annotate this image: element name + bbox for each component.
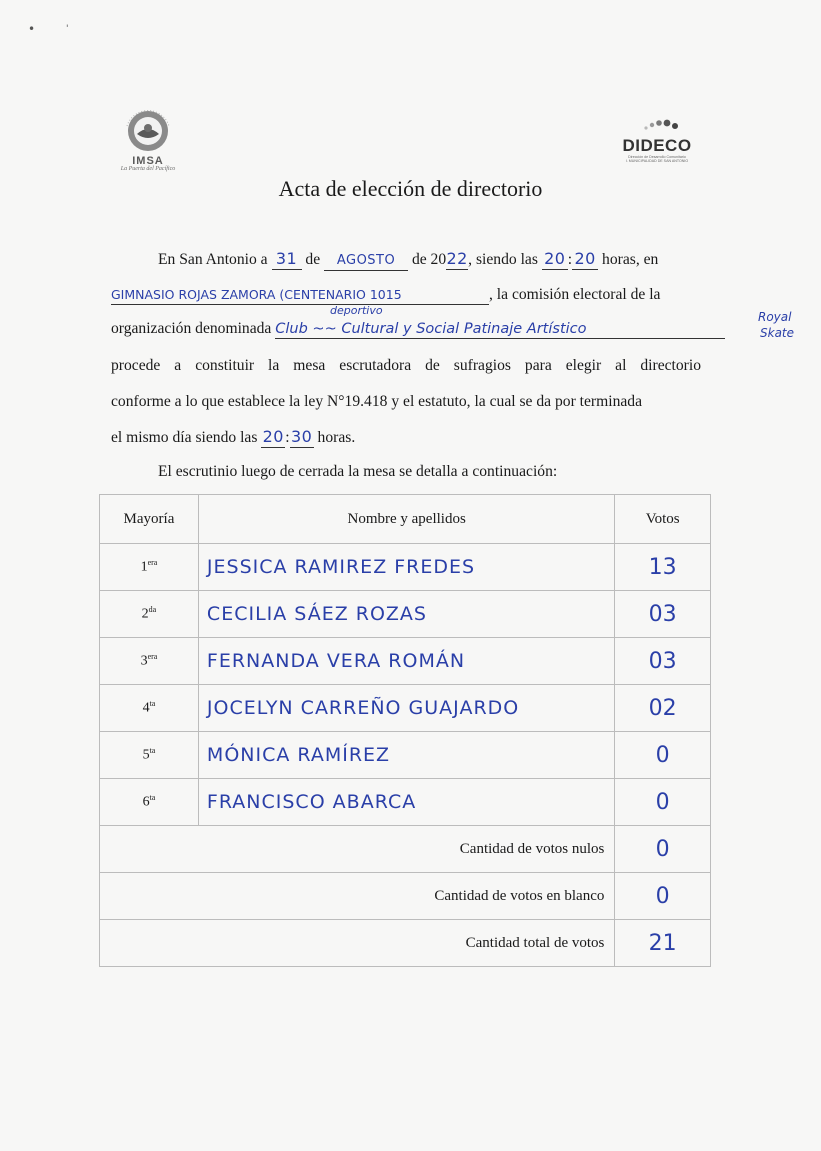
null-votes-row — [100, 826, 711, 873]
null-votes-cell — [615, 826, 711, 873]
dideco-logo-name: DIDECO — [622, 136, 692, 155]
candidate-name: JOCELYN CARREÑO GUAJARDO — [206, 697, 520, 719]
org-field — [275, 320, 725, 339]
scan-dot-mark: • — [28, 22, 36, 36]
rank-suffix: da — [148, 605, 157, 615]
intro-line-2 — [111, 286, 701, 305]
rank-cell — [100, 732, 199, 779]
year-field — [446, 250, 468, 270]
org-inserted-word: deportivo — [330, 304, 383, 317]
place-value: GIMNASIO ROJAS ZAMORA (CENTENARIO 1015 — [111, 287, 402, 302]
rank-number: 1 — [140, 559, 148, 575]
blank-votes-label: Cantidad de votos en blanco — [100, 873, 615, 920]
imsa-logo-name: IMSA — [132, 155, 164, 167]
rank-cell — [100, 685, 199, 732]
org-value: Club ~~ Cultural y Social Patinaje Artístico — [275, 321, 587, 337]
table-row — [100, 732, 711, 779]
candidate-name: FRANCISCO ABARCA — [206, 791, 417, 813]
intro-line-5: conforme a lo que establece la ley N°19.418 y el estatuto, la cual se da por terminada — [111, 393, 643, 410]
imsa-emblem-icon — [121, 104, 175, 154]
intro-text-1e: horas, en — [602, 251, 659, 268]
intro-line-3 — [111, 320, 725, 339]
votes-cell — [615, 544, 711, 591]
rank-cell — [100, 779, 199, 826]
min2-field — [290, 428, 314, 448]
table-row — [100, 779, 711, 826]
intro-text-3a: organización denominada — [111, 320, 272, 337]
min1-field — [572, 250, 598, 270]
intro-line-7: El escrutinio luego de cerrada la mesa se detalla a continuación: — [158, 463, 558, 480]
org-margin-word-1: Royal — [758, 310, 792, 324]
rank-number: 5 — [142, 747, 150, 763]
min1-value: 20 — [574, 249, 596, 268]
header-name: Nombre y apellidos — [198, 495, 614, 544]
rank-suffix: era — [147, 652, 158, 662]
intro-line-1 — [158, 250, 658, 271]
hour1-value: 20 — [544, 249, 566, 268]
rank-cell — [100, 591, 199, 638]
month-field — [324, 251, 408, 271]
blank-votes-row — [100, 873, 711, 920]
candidate-name-cell — [198, 591, 614, 638]
dideco-dots-icon — [632, 116, 682, 132]
table-row — [100, 544, 711, 591]
rank-number: 4 — [142, 700, 150, 716]
intro-line-4: procede a constituir la mesa escrutadora de sufragios para elegir al directorio — [111, 357, 701, 374]
rank-suffix: ta — [149, 746, 156, 756]
votes-cell — [615, 732, 711, 779]
table-header-row — [100, 495, 711, 544]
document-title: Acta de elección de directorio — [278, 176, 543, 201]
hour2-field — [261, 428, 285, 448]
intro-text-6a: el mismo día siendo las — [111, 429, 258, 446]
day-value: 31 — [275, 249, 298, 268]
intro-text-1d: , siendo las — [468, 251, 538, 268]
candidate-name-cell — [198, 779, 614, 826]
year-value: 22 — [446, 249, 468, 268]
dideco-logo-sub-2: I. MUNICIPALIDAD DE SAN ANTONIO — [625, 159, 689, 164]
rank-suffix: ta — [149, 699, 156, 709]
candidate-name-cell — [198, 685, 614, 732]
dideco-logo — [612, 116, 702, 164]
imsa-logo — [108, 104, 188, 172]
candidate-name-cell — [198, 732, 614, 779]
intro-text-1b: de — [305, 251, 321, 268]
intro-text-1a: En San Antonio a — [158, 251, 268, 268]
candidate-votes: 03 — [648, 648, 677, 674]
table-row — [100, 591, 711, 638]
intro-text-1c: de 20 — [411, 251, 447, 268]
votes-cell — [615, 779, 711, 826]
header-rank: Mayoría — [100, 495, 199, 544]
day-field — [272, 250, 302, 270]
null-votes-value: 0 — [655, 836, 670, 862]
candidate-name: MÓNICA RAMÍREZ — [206, 744, 391, 766]
candidate-name: FERNANDA VERA ROMÁN — [206, 650, 466, 672]
total-votes-cell — [615, 920, 711, 967]
total-votes-label: Cantidad total de votos — [100, 920, 615, 967]
candidate-votes: 02 — [648, 695, 677, 721]
null-votes-label: Cantidad de votos nulos — [100, 826, 615, 873]
table-row — [100, 685, 711, 732]
table-row — [100, 638, 711, 685]
candidate-name: CECILIA SÁEZ ROZAS — [206, 603, 427, 625]
hour1-field — [542, 250, 568, 270]
results-table — [99, 494, 711, 967]
rank-number: 3 — [140, 653, 148, 669]
min2-value: 30 — [290, 427, 313, 446]
intro-line-6 — [111, 428, 355, 448]
dideco-logo-sub-1: Dirección de Desarrollo Comunitario — [628, 155, 686, 159]
place-field — [111, 286, 489, 305]
hour2-value: 20 — [262, 427, 284, 446]
rank-cell — [100, 544, 199, 591]
candidate-name-cell — [198, 544, 614, 591]
blank-votes-cell — [615, 873, 711, 920]
month-value: AGOSTO — [336, 253, 396, 268]
votes-cell — [615, 685, 711, 732]
votes-cell — [615, 638, 711, 685]
blank-votes-value: 0 — [655, 883, 670, 909]
colon-2: : — [285, 429, 290, 446]
candidate-votes: 13 — [648, 554, 677, 580]
candidate-name: JESSICA RAMIREZ FREDES — [206, 556, 476, 578]
intro-text-6b: horas. — [317, 429, 356, 446]
total-votes-value: 21 — [648, 930, 677, 956]
rank-number: 6 — [142, 794, 150, 810]
rank-cell — [100, 638, 199, 685]
candidate-votes: 0 — [655, 742, 670, 768]
rank-suffix: ta — [149, 793, 156, 803]
header-votes: Votos — [615, 495, 711, 544]
candidate-votes: 03 — [648, 601, 677, 627]
candidate-name-cell — [198, 638, 614, 685]
votes-cell — [615, 591, 711, 638]
scan-tick-mark: ' — [66, 24, 69, 34]
total-votes-row — [100, 920, 711, 967]
org-margin-word-2: Skate — [760, 326, 795, 340]
intro-text-2a: , la comisión electoral de la — [489, 286, 661, 303]
colon-1: : — [567, 251, 573, 268]
rank-number: 2 — [141, 606, 149, 622]
candidate-votes: 0 — [655, 789, 670, 815]
imsa-logo-tagline: La Puerta del Pacífico — [120, 166, 176, 172]
rank-suffix: era — [147, 558, 158, 568]
